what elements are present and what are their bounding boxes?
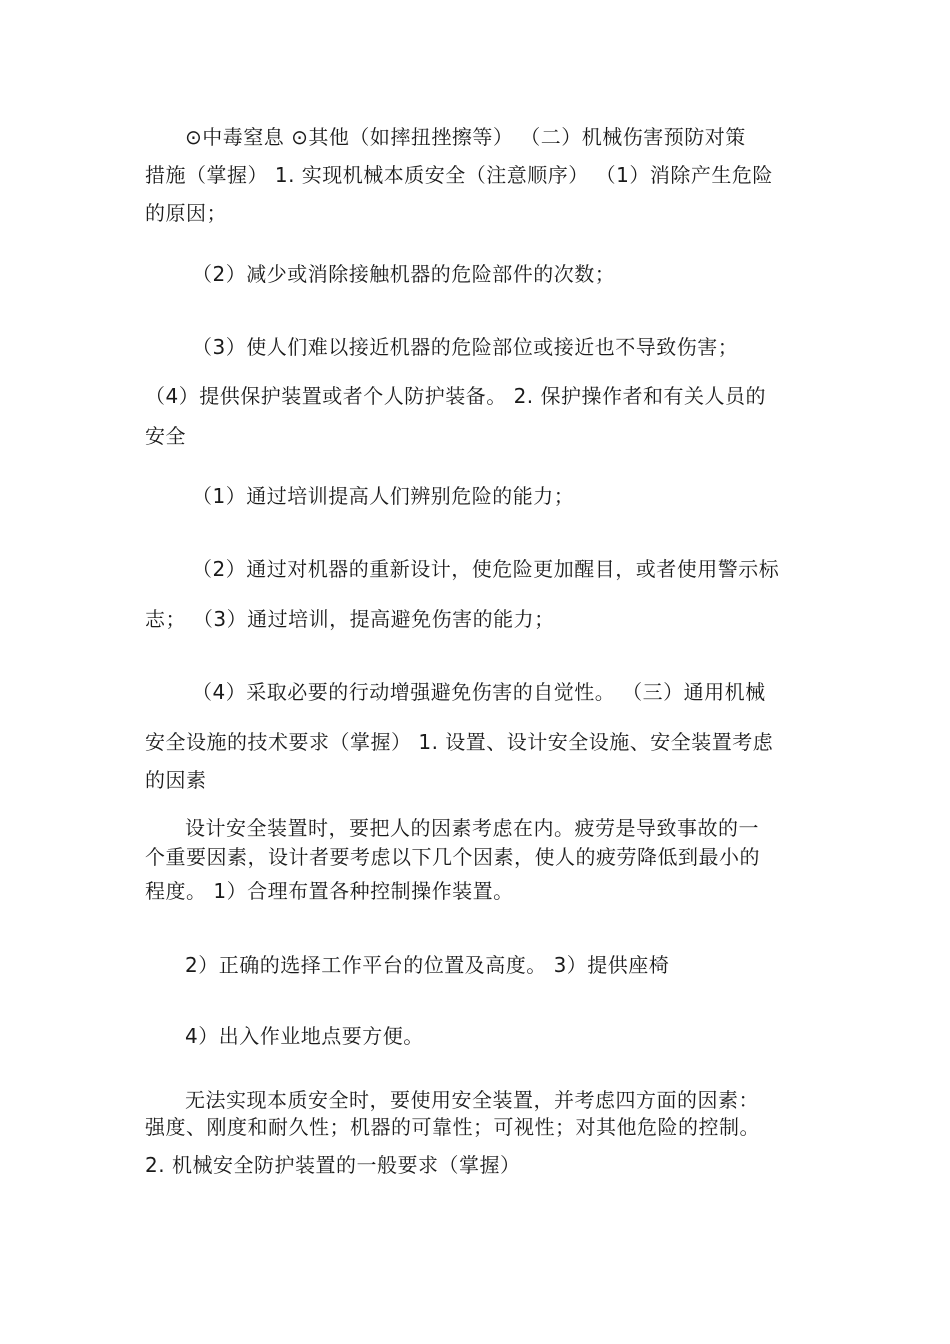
- text-line: （2）减少或消除接触机器的危险部件的次数；: [192, 262, 616, 286]
- text-line: 措施（掌握） 1. 实现机械本质安全（注意顺序） （1）消除产生危险: [145, 163, 773, 187]
- text-line: （4）采取必要的行动增强避免伤害的自觉性。 （三）通用机械: [192, 680, 766, 704]
- text-line: 程度。 1）合理布置各种控制操作装置。: [145, 879, 514, 903]
- text-line: （1）通过培训提高人们辨别危险的能力；: [192, 484, 575, 508]
- text-line: 2. 机械安全防护装置的一般要求（掌握）: [145, 1153, 521, 1177]
- text-line: 强度、刚度和耐久性；机器的可靠性；可视性；对其他危险的控制。: [145, 1115, 760, 1139]
- text-line: 无法实现本质安全时，要使用安全装置，并考虑四方面的因素：: [185, 1088, 759, 1112]
- text-line: 志； （3）通过培训，提高避免伤害的能力；: [145, 607, 555, 631]
- text-line: 2）正确的选择工作平台的位置及高度。 3）提供座椅: [185, 953, 670, 977]
- text-line: 安全设施的技术要求（掌握） 1. 设置、设计安全设施、安全装置考虑: [145, 730, 774, 754]
- text-line: （3）使人们难以接近机器的危险部位或接近也不导致伤害；: [192, 335, 739, 359]
- text-line: 的原因；: [145, 201, 227, 225]
- text-line: （2）通过对机器的重新设计，使危险更加醒目，或者使用警示标: [192, 557, 780, 581]
- text-line: 4）出入作业地点要方便。: [185, 1024, 424, 1048]
- text-line: 的因素: [145, 768, 207, 792]
- text-line: （4）提供保护装置或者个人防护装备。 2. 保护操作者和有关人员的: [145, 384, 767, 408]
- text-line: 设计安全装置时，要把人的因素考虑在内。疲劳是导致事故的一: [185, 816, 759, 840]
- text-line: 安全: [145, 424, 186, 448]
- text-line: ⊙中毒窒息 ⊙其他（如摔扭挫擦等） （二）机械伤害预防对策: [185, 125, 746, 149]
- text-line: 个重要因素，设计者要考虑以下几个因素，使人的疲劳降低到最小的: [145, 845, 760, 869]
